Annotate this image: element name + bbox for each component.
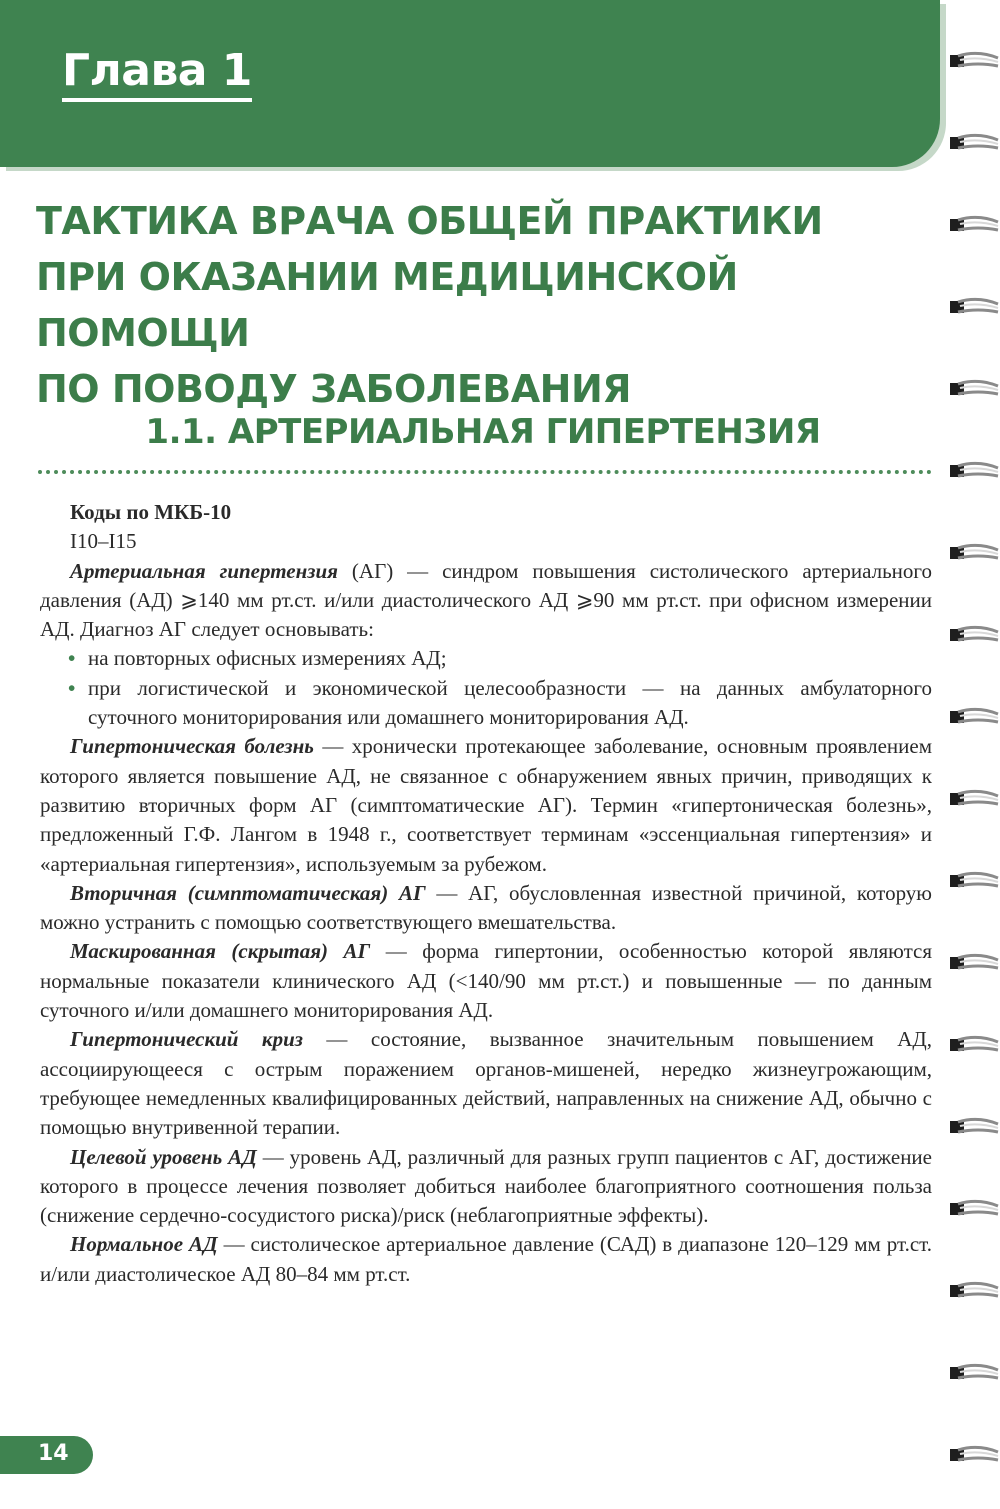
list-item [68,674,932,733]
definition-text: — состояние, вызванное значительным повышением АД, ассоциирующееся с острым поражением органов-мишеней, нередко жизнеугрожающим, требующее немедленных квалифицированных действий, направленных на снижение АД, обычно с помощью внутривенной терапии. [40,1027,932,1140]
definition-term: Целевой уровень АД [70,1144,257,1169]
binding-ring-icon [948,132,1000,154]
body-text [40,498,932,1289]
bullet-icon: • [68,675,76,700]
definition-paragraph [40,732,932,878]
icd-codes-heading: Коды по МКБ-10 [70,500,232,524]
binding-ring-icon [948,460,1000,482]
list-item-text: на повторных офисных измерениях АД; [88,646,447,671]
definition-text: — систолическое артериальное давление (САД) в диапазоне 120–129 мм рт.ст. и/или диастолическое АД 80–84 мм рт.ст. [40,1232,932,1286]
binding-ring-icon [948,1362,1000,1384]
binding-ring-icon [948,1444,1000,1466]
main-heading [36,193,916,417]
definition-text: — форма гипертонии, особенностью которой являются нормальные показатели клинического АД (<140/90 мм рт.ст.) и повышенные — по данным суточного и/или домашнего мониторирования АД. [40,939,932,1023]
definition-text: — АГ, обусловленная известной причиной, которую можно устранить с помощью соответствующего вмешательства. [40,880,932,935]
binding-ring-icon [948,1034,1000,1056]
definition-term: Нормальное АД [70,1232,218,1257]
binding-ring-icon [948,706,1000,728]
binding-ring-icon [948,50,1000,72]
definition-paragraph [40,879,932,938]
section-heading: 1.1. АРТЕРИАЛЬНАЯ ГИПЕРТЕНЗИЯ [145,412,821,452]
binding-ring-icon [948,1116,1000,1138]
binding-ring-icon [948,1198,1000,1220]
chapter-band [0,0,940,167]
main-heading-line: ТАКТИКА ВРАЧА ОБЩЕЙ ПРАКТИКИ [36,199,823,243]
definition-text: — уровень АД, различный для разных групп пациентов с АГ, достижение которого в процессе лечения позволяет добиться наиболее благоприятного соотношения польза (снижение сердечно-сосудистого риска)/риск (неблагоприятные эффекты). [40,1144,932,1228]
spiral-binding [948,0,1000,1509]
icd-codes-value: I10–I15 [70,529,137,554]
definition-paragraph [40,557,932,645]
definition-term: Гипертонический криз [70,1027,303,1052]
page-number-badge [0,1436,93,1474]
binding-ring-icon [948,542,1000,564]
definition-text: (АГ) — синдром повышения систолического артериального давления (АД) ⩾140 мм рт.ст. и/или диастолического АД ⩾90 мм рт.ст. при офисном измерении АД. Диагноз АГ следует основывать: [40,558,932,642]
definition-paragraph [40,1025,932,1142]
list-item-text: при логистической и экономической целесообразности — на данных амбулаторного суточного мониторирования или домашнего мониторирования АД. [88,675,932,730]
binding-ring-icon [948,870,1000,892]
binding-ring-icon [948,296,1000,318]
definition-text: — хронически протекающее заболевание, основным проявлением которого является повышение АД, не связанное с обнаружением явных причин, приводящих к развитию вторичных форм АГ (симптоматические АГ). Термин «гипертоническая болезнь», предложенный Г.Ф. Лангом в 1948 г., соответствует терминам «эссенциальная гипертензия» и «артериальная гипертензия», используемым за рубежом. [40,734,932,876]
binding-ring-icon [948,624,1000,646]
list-item [68,644,932,673]
definition-term: Вторичная (симптоматическая) АГ [70,880,426,905]
main-heading-line: ПО ПОВОДУ ЗАБОЛЕВАНИЯ [36,367,632,411]
definition-term: Гипертоническая болезнь [70,734,314,759]
definition-paragraph [40,1230,932,1289]
definition-term: Маскированная (скрытая) АГ [70,939,371,964]
definition-paragraph [40,937,932,1025]
binding-ring-icon [948,788,1000,810]
bullet-list [40,644,932,732]
page-number: 14 [38,1441,69,1466]
chapter-title: Глава 1 [62,48,252,102]
binding-ring-icon [948,214,1000,236]
definition-term: Артериальная гипертензия [70,558,338,583]
binding-ring-icon [948,952,1000,974]
binding-ring-icon [948,378,1000,400]
bullet-icon: • [68,646,76,671]
binding-ring-icon [948,1280,1000,1302]
dotted-divider [38,470,932,474]
definition-paragraph [40,1143,932,1231]
main-heading-line: ПРИ ОКАЗАНИИ МЕДИЦИНСКОЙ ПОМОЩИ [36,255,738,355]
